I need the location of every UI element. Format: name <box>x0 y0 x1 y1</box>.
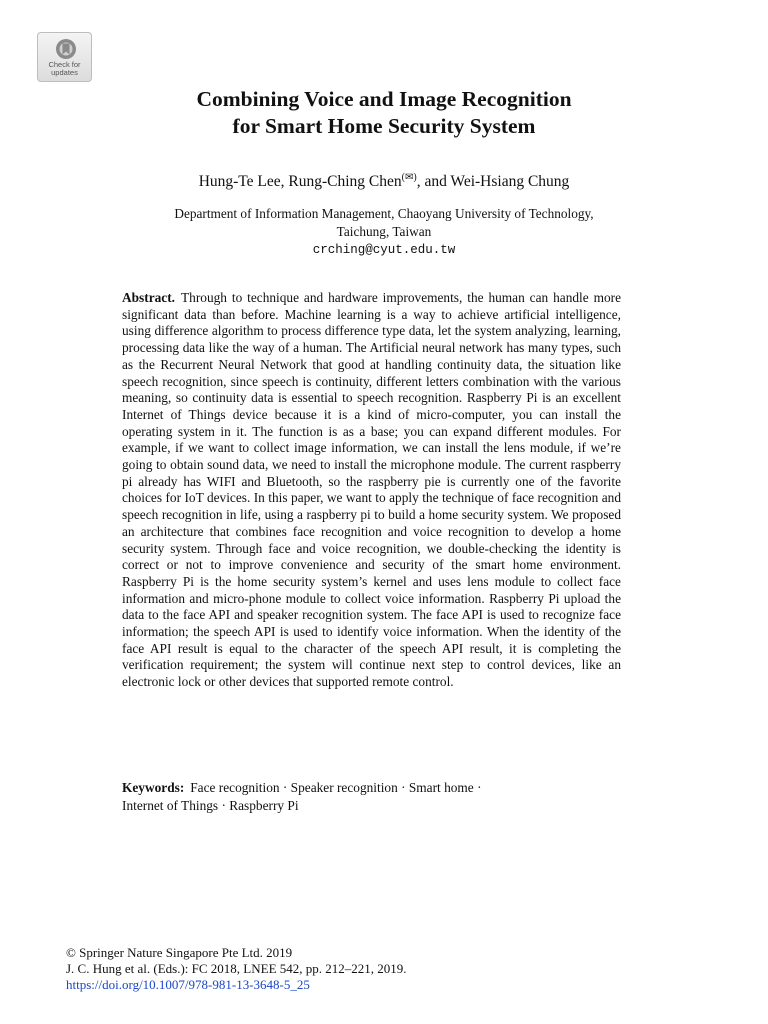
title-line-1: Combining Voice and Image Recognition <box>196 87 572 111</box>
abstract-text: Through to technique and hardware improvements, the human can handle more significant data than before. Machine learning is a way to achieve artificial intelligence, using difference algorithm to process difference type data, let the system analyzing, learning, processing data like the way of a human. The Artificial neural network has many types, such as the Recurrent Neural Network that good at handling continuity data, the situation like speech recognition, since speech is continuity, different letters combination with the various meaning, so continuity data is essential to speech recognition. Raspberry Pi is an excellent Internet of Things device because it is a kind of micro-computer, you can install the operating system in it. The function is as a base; you can expand different modules. For example, if we want to collect image information, we can install the lens module, if we’re going to obtain sound data, we need to install the microphone module. The current raspberry pi already has WIFI and Bluetooth, so the raspberry pie is currently one of the favorite choices for IoT devices. In this paper, we want to apply the technique of face recognition and speech recognition in life, using a raspberry pi to build a home security system. We proposed an architecture that combines face recognition and voice recognition to develop a home security system. Through face and voice recognition, we double-checking the identity is correct or not to improve convenience and security of the smart home environment. Raspberry Pi is the home security system’s kernel and uses lens module to collect face information and micro-phone module to collect voice information. Raspberry Pi upload the data to the face API and speaker recognition system. The face API is used to recognize face information; the speech API is used to identify voice information. When the identity of the face API result is equal to the character of the speech API result, it is completing the verification requirement; the system will continue next step to control devices, like an electronic lock or other devices that supported remote control. <box>122 290 621 690</box>
title-line-2: for Smart Home Security System <box>232 114 536 138</box>
author-list <box>80 172 688 192</box>
affiliation <box>100 205 668 259</box>
affiliation-line-1: Department of Information Management, Chaoyang University of Technology, <box>174 206 594 221</box>
citation-line: J. C. Hung et al. (Eds.): FC 2018, LNEE 542, pp. 212–221, 2019. <box>66 961 407 976</box>
author-email[interactable]: crching@cyut.edu.tw <box>312 243 456 257</box>
keywords-label: Keywords: <box>122 780 185 795</box>
abstract <box>122 290 621 691</box>
abstract-label: Abstract. <box>122 290 175 305</box>
keywords-line-2: Internet of Things · Raspberry Pi <box>122 797 299 813</box>
authors-last: , and Wei-Hsiang Chung <box>416 173 570 190</box>
affiliation-line-2: Taichung, Taiwan <box>336 224 432 239</box>
publication-footer <box>66 945 407 993</box>
check-for-updates-badge[interactable] <box>37 32 92 82</box>
doi-link[interactable]: https://doi.org/10.1007/978-981-13-3648-5_25 <box>66 977 310 992</box>
paper-title <box>80 86 688 140</box>
bookmark-circle-icon <box>55 38 77 60</box>
badge-label: Check for updates <box>48 60 81 77</box>
keywords-line-1: Face recognition · Speaker recognition · Smart home · <box>190 780 482 795</box>
keywords <box>122 779 621 814</box>
copyright-notice: © Springer Nature Singapore Pte Ltd. 2019 <box>66 945 293 960</box>
authors-first: Hung-Te Lee, Rung-Ching Chen <box>198 173 402 190</box>
corresponding-mail-icon: (✉) <box>401 172 417 183</box>
